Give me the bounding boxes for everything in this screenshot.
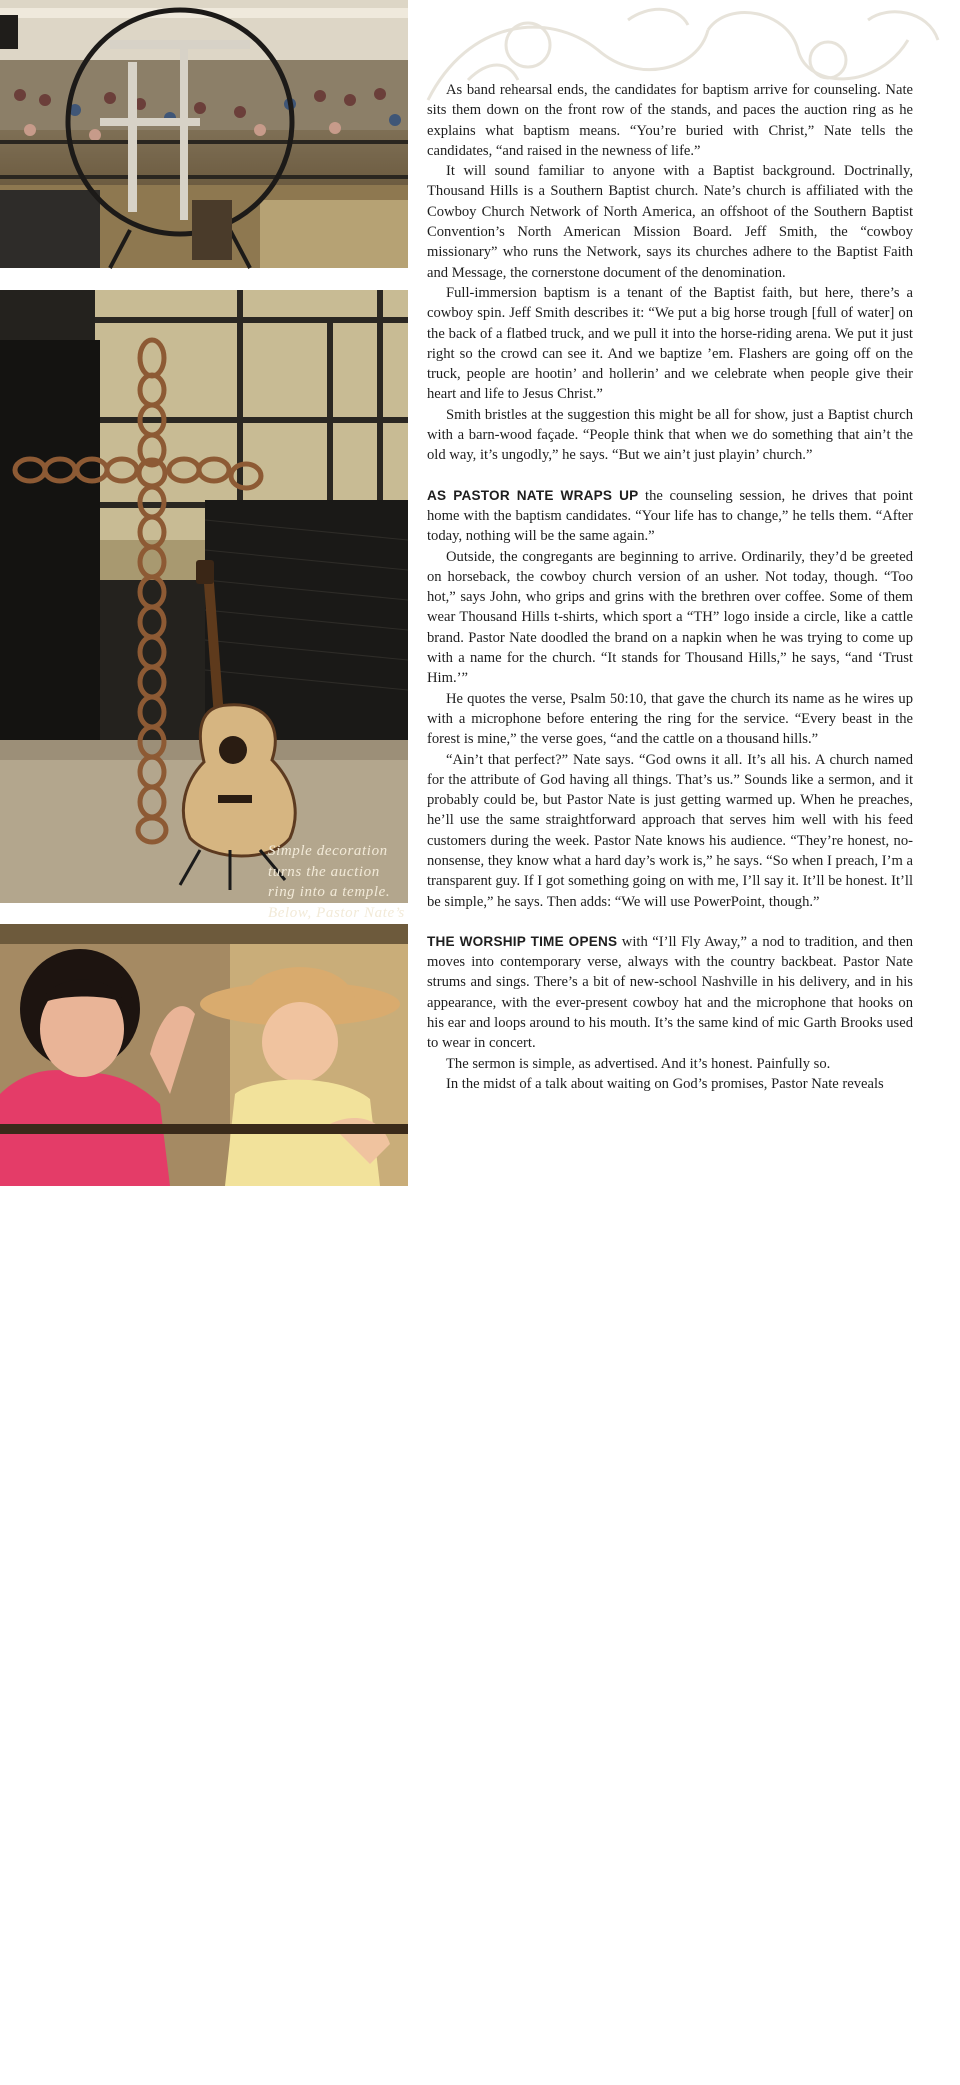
article-paragraph: Full-immersion baptism is a tenant of the Baptist faith, but here, there’s a cowboy spin. Jeff Smith describes it: “We put a big horse trough [full of water] on the back of a flatbed truck, and we pull it into the horse-riding arena. We put it just right so the crowd can see it. And we baptize ’em. Flashers are going off on the truck, people are hootin’ and hollerin’ and we celebrate when people give their heart and life to Jesus Christ.” — [427, 284, 913, 403]
article-paragraph: He quotes the verse, Psalm 50:10, that gave the church its name as he wires up with a microphone before entering the ring for the service. “Every beast in the forest is mine,” the verse goes, “and the cattle on a thousand hills.” — [427, 690, 913, 748]
paragraph-text: the counseling session, he drives that point home with the baptism candidates. “Your life has to change,” he tells them. “After today, nothing will be the same again.” — [427, 487, 913, 545]
horseshoe-cross-photo — [0, 290, 408, 921]
section-gap — [427, 466, 913, 486]
worship-photo — [0, 924, 408, 2085]
article-paragraph — [427, 932, 913, 1054]
article-paragraph — [427, 486, 913, 547]
page-number: 14 — [34, 2068, 52, 2085]
page-folio — [34, 2068, 246, 2085]
section-lead-in: THE WORSHIP TIME OPENS — [427, 933, 618, 949]
article-paragraph: It will sound familiar to anyone with a Baptist background. Doctrinally, Thousand Hills is a Southern Baptist church. Nate’s church is affiliated with the Cowboy Church Network of North America, an offshoot of the Southern Baptist Convention’s North American Mission Board. Jeff Smith, the “cowboy missionary” who runs the Network, says its churches adhere to the Baptist Faith and Message, the cornerstone document of the denomination. — [427, 163, 913, 281]
article-paragraph: Smith bristles at the suggestion this might be all for show, just a Baptist church with a barn-wood façade. “People think that when we do something that ain’t the old way, it’s ungodly,” he says. “But we ain’t just playin’ church.” — [427, 406, 913, 464]
article-paragraph: The sermon is simple, as advertised. And it’s honest. Painfully so. — [446, 1055, 831, 1072]
article-paragraph: As band rehearsal ends, the candidates for baptism arrive for counseling. Nate sits them down on the front row of the stands, and paces the auction ring as he explains what baptism means. “You’re buried with Christ,” Nate tells the candidates, “and raised in the newness of life.” — [427, 82, 913, 159]
photo-caption: Simple decoration turns the auction ring into a temple. Below, Pastor Nate’s — [268, 843, 405, 921]
article-paragraph: Outside, the congregants are beginning to arrive. Ordinarily, they’d be greeted on horseback, the cowboy church version of an usher. Not today, though. “Too hot,” says John, who grips and grins with the brethren over coffee. Some of them wear Thousand Hills t-shirts, which sport a “TH” logo inside a circle, like a cattle brand. Pastor Nate doodled the brand on a napkin when he was trying to come up with a name for the church. “It stands for Thousand Hills,” he says, “and ‘Trust Him.’” — [427, 548, 913, 687]
section-gap — [427, 912, 913, 932]
section-lead-in: AS PASTOR NATE WRAPS UP — [427, 487, 639, 503]
article-paragraph: In the midst of a talk about waiting on God’s promises, Pastor Nate reveals — [446, 1075, 884, 1092]
article-paragraph: “Ain’t that perfect?” Nate says. “God owns it all. It’s all his. A church named for the attribute of God having all things. That’s us.” Sounds like a sermon, and it probably could be, but Pastor Nate is just getting warmed up. When he preaches, he’ll use the same straightforward approach that serves him well with his feed customers during the week. Pastor Nate knows his audience. “They’re honest, no-nonsense, they know what a hard day’s work is,” he says. “So when I preach, I’m a transparent guy. If I got something going on with me, I’ll say it. It’ll be honest. It’ll be simple,” he says. Then adds: “We will use PowerPoint, though.” — [427, 751, 913, 910]
paragraph-text: with “I’ll Fly Away,” a nod to tradition, and then moves into contemporary verse, always with the country backbeat. Pastor Nate strums and sings. There’s a bit of new-school Nashville in his delivery, and in his appearance, with the ever-present cowboy hat and the microphone that hooks on his ear and loops around to his mouth. It’s the same kind of mic Garth Brooks used to wear in concert. — [427, 933, 913, 1052]
article-body — [427, 80, 913, 1094]
publication-name: Massey Ferguson FARM LIFE — [59, 2069, 247, 2084]
arena-photo — [0, 0, 408, 268]
